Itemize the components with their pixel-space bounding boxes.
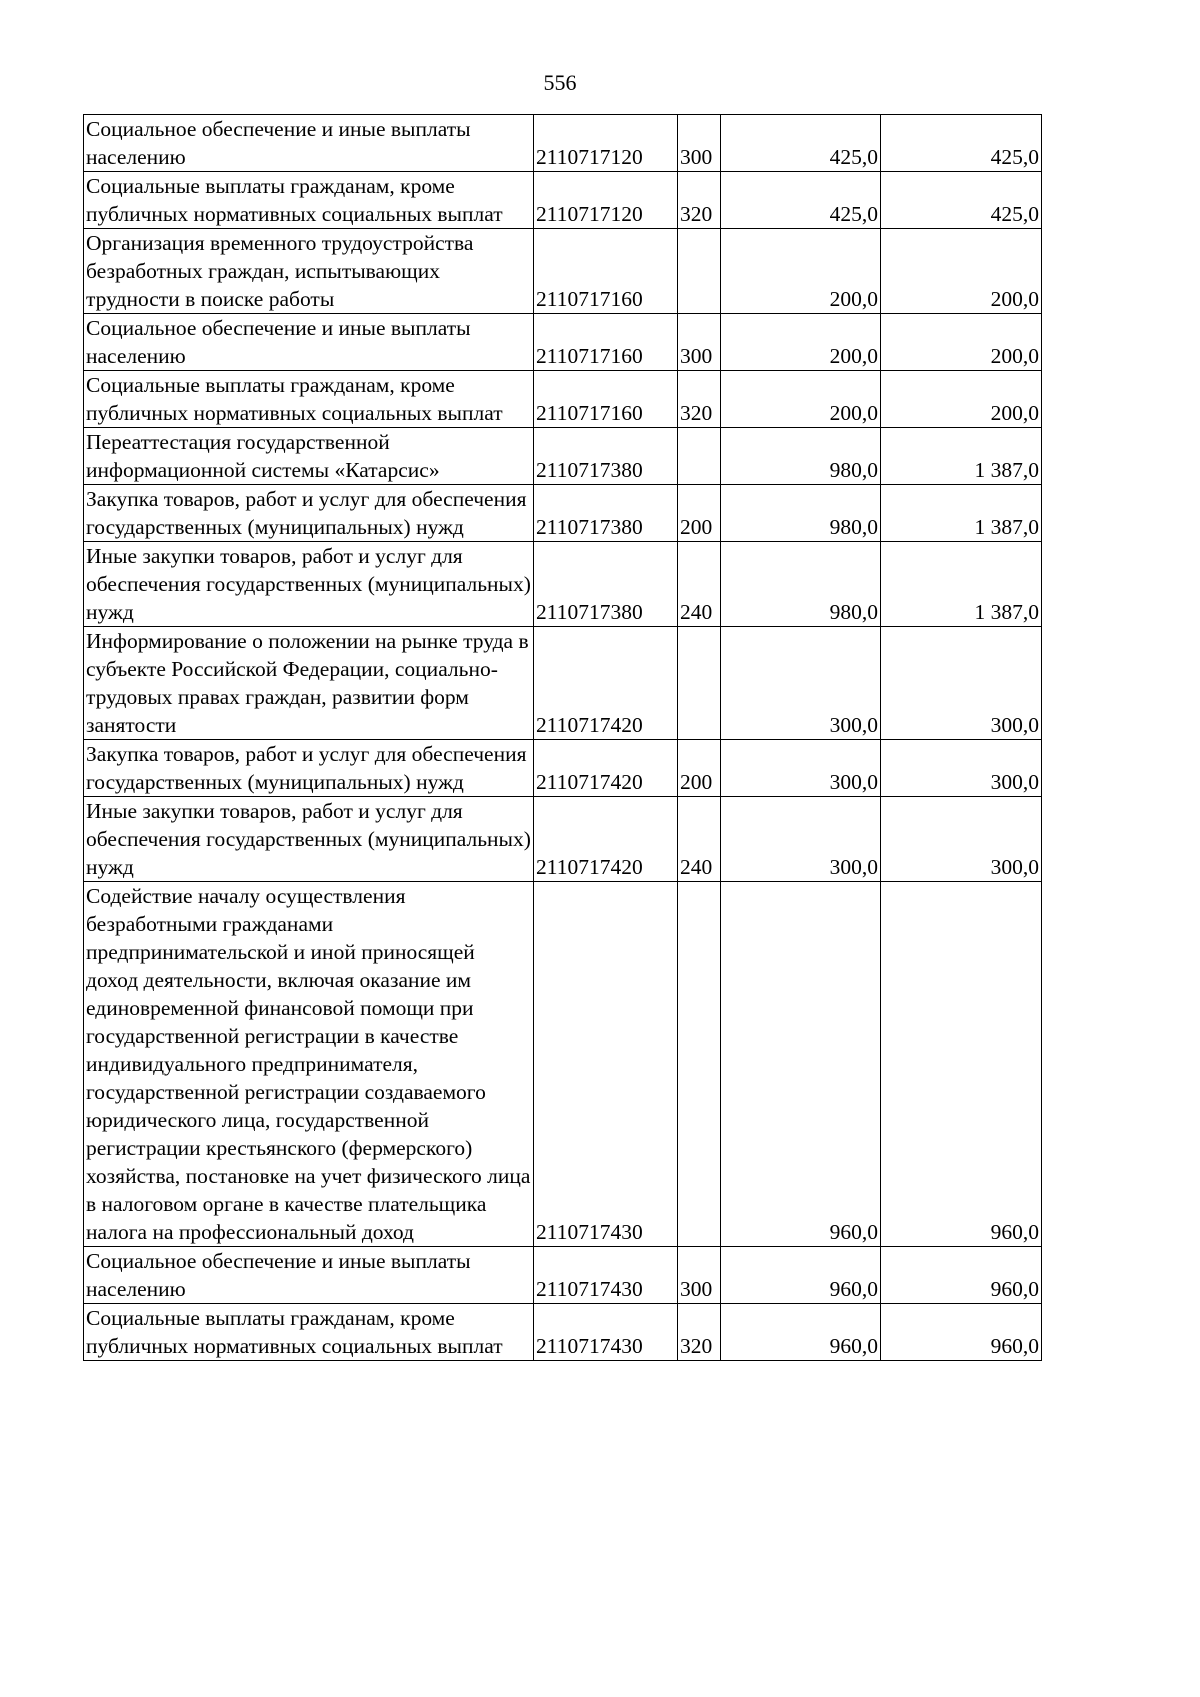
row-name: Закупка товаров, работ и услуг для обеспечения государственных (муниципальных) нужд bbox=[84, 485, 534, 542]
row-target-code: 2110717420 bbox=[534, 740, 678, 797]
row-sum-1: 200,0 bbox=[721, 314, 881, 371]
row-target-code: 2110717160 bbox=[534, 371, 678, 428]
row-sum-2: 960,0 bbox=[881, 1247, 1042, 1304]
row-expense-type: 300 bbox=[678, 115, 721, 172]
row-name: Иные закупки товаров, работ и услуг для обеспечения государственных (муниципальных) нужд bbox=[84, 542, 534, 627]
row-expense-type: 320 bbox=[678, 371, 721, 428]
row-expense-type bbox=[678, 428, 721, 485]
row-target-code: 2110717120 bbox=[534, 172, 678, 229]
row-sum-1: 960,0 bbox=[721, 882, 881, 1247]
row-sum-2: 1 387,0 bbox=[881, 485, 1042, 542]
row-expense-type: 320 bbox=[678, 1304, 721, 1361]
row-target-code: 2110717420 bbox=[534, 797, 678, 882]
row-sum-1: 960,0 bbox=[721, 1304, 881, 1361]
budget-table bbox=[83, 114, 1042, 1361]
row-name: Социальные выплаты гражданам, кроме публичных нормативных социальных выплат bbox=[84, 172, 534, 229]
row-sum-1: 200,0 bbox=[721, 371, 881, 428]
row-sum-2: 960,0 bbox=[881, 1304, 1042, 1361]
row-sum-1: 200,0 bbox=[721, 229, 881, 314]
row-sum-2: 300,0 bbox=[881, 740, 1042, 797]
row-target-code: 2110717120 bbox=[534, 115, 678, 172]
row-expense-type bbox=[678, 229, 721, 314]
page-number: 556 bbox=[543, 70, 577, 95]
row-expense-type: 320 bbox=[678, 172, 721, 229]
table-row bbox=[84, 172, 1042, 229]
table-row bbox=[84, 229, 1042, 314]
table-row bbox=[84, 1247, 1042, 1304]
row-target-code: 2110717160 bbox=[534, 314, 678, 371]
table-row bbox=[84, 882, 1042, 1247]
table-row bbox=[84, 627, 1042, 740]
row-sum-1: 960,0 bbox=[721, 1247, 881, 1304]
table-row bbox=[84, 115, 1042, 172]
row-sum-2: 1 387,0 bbox=[881, 428, 1042, 485]
row-sum-2: 425,0 bbox=[881, 172, 1042, 229]
row-sum-2: 425,0 bbox=[881, 115, 1042, 172]
row-target-code: 2110717430 bbox=[534, 1304, 678, 1361]
row-name: Социальное обеспечение и иные выплаты населению bbox=[84, 115, 534, 172]
row-target-code: 2110717380 bbox=[534, 485, 678, 542]
row-target-code: 2110717430 bbox=[534, 1247, 678, 1304]
row-expense-type: 240 bbox=[678, 797, 721, 882]
row-sum-1: 980,0 bbox=[721, 542, 881, 627]
row-name: Закупка товаров, работ и услуг для обеспечения государственных (муниципальных) нужд bbox=[84, 740, 534, 797]
table-row bbox=[84, 740, 1042, 797]
row-sum-1: 980,0 bbox=[721, 428, 881, 485]
row-sum-2: 200,0 bbox=[881, 314, 1042, 371]
row-expense-type: 200 bbox=[678, 740, 721, 797]
row-target-code: 2110717160 bbox=[534, 229, 678, 314]
row-sum-1: 980,0 bbox=[721, 485, 881, 542]
row-name: Организация временного трудоустройства безработных граждан, испытывающих трудности в поиске работы bbox=[84, 229, 534, 314]
table-row bbox=[84, 542, 1042, 627]
row-target-code: 2110717430 bbox=[534, 882, 678, 1247]
row-expense-type: 300 bbox=[678, 314, 721, 371]
row-target-code: 2110717380 bbox=[534, 542, 678, 627]
row-name: Содействие началу осуществления безработными гражданами предпринимательской и иной приносящей доход деятельности, включая оказание им единовременной финансовой помощи при государственной регистрации в качестве индивидуального предпринимателя, государственной регистрации создаваемого юридического лица, государственной регистрации крестьянского (фермерского) хозяйства, постановке на учет физического лица в налоговом органе в качестве плательщика налога на профессиональный доход bbox=[84, 882, 534, 1247]
row-name: Социальные выплаты гражданам, кроме публичных нормативных социальных выплат bbox=[84, 371, 534, 428]
row-sum-2: 960,0 bbox=[881, 882, 1042, 1247]
row-sum-2: 300,0 bbox=[881, 627, 1042, 740]
row-name: Переаттестация государственной информационной системы «Катарсис» bbox=[84, 428, 534, 485]
row-sum-2: 1 387,0 bbox=[881, 542, 1042, 627]
row-sum-1: 425,0 bbox=[721, 115, 881, 172]
table-row bbox=[84, 428, 1042, 485]
row-sum-1: 300,0 bbox=[721, 627, 881, 740]
row-target-code: 2110717420 bbox=[534, 627, 678, 740]
row-sum-1: 300,0 bbox=[721, 740, 881, 797]
row-sum-1: 300,0 bbox=[721, 797, 881, 882]
table-row bbox=[84, 1304, 1042, 1361]
table-row bbox=[84, 485, 1042, 542]
row-sum-2: 200,0 bbox=[881, 371, 1042, 428]
table-row bbox=[84, 797, 1042, 882]
row-expense-type bbox=[678, 627, 721, 740]
row-expense-type: 200 bbox=[678, 485, 721, 542]
row-name: Социальные выплаты гражданам, кроме публичных нормативных социальных выплат bbox=[84, 1304, 534, 1361]
row-name: Иные закупки товаров, работ и услуг для обеспечения государственных (муниципальных) нужд bbox=[84, 797, 534, 882]
row-name: Информирование о положении на рынке труда в субъекте Российской Федерации, социально-трудовых правах граждан, развитии форм занятости bbox=[84, 627, 534, 740]
row-name: Социальное обеспечение и иные выплаты населению bbox=[84, 1247, 534, 1304]
row-sum-1: 425,0 bbox=[721, 172, 881, 229]
row-expense-type bbox=[678, 882, 721, 1247]
table-row bbox=[84, 371, 1042, 428]
row-name: Социальное обеспечение и иные выплаты населению bbox=[84, 314, 534, 371]
row-expense-type: 300 bbox=[678, 1247, 721, 1304]
row-target-code: 2110717380 bbox=[534, 428, 678, 485]
row-sum-2: 200,0 bbox=[881, 229, 1042, 314]
table-row bbox=[84, 314, 1042, 371]
row-expense-type: 240 bbox=[678, 542, 721, 627]
row-sum-2: 300,0 bbox=[881, 797, 1042, 882]
